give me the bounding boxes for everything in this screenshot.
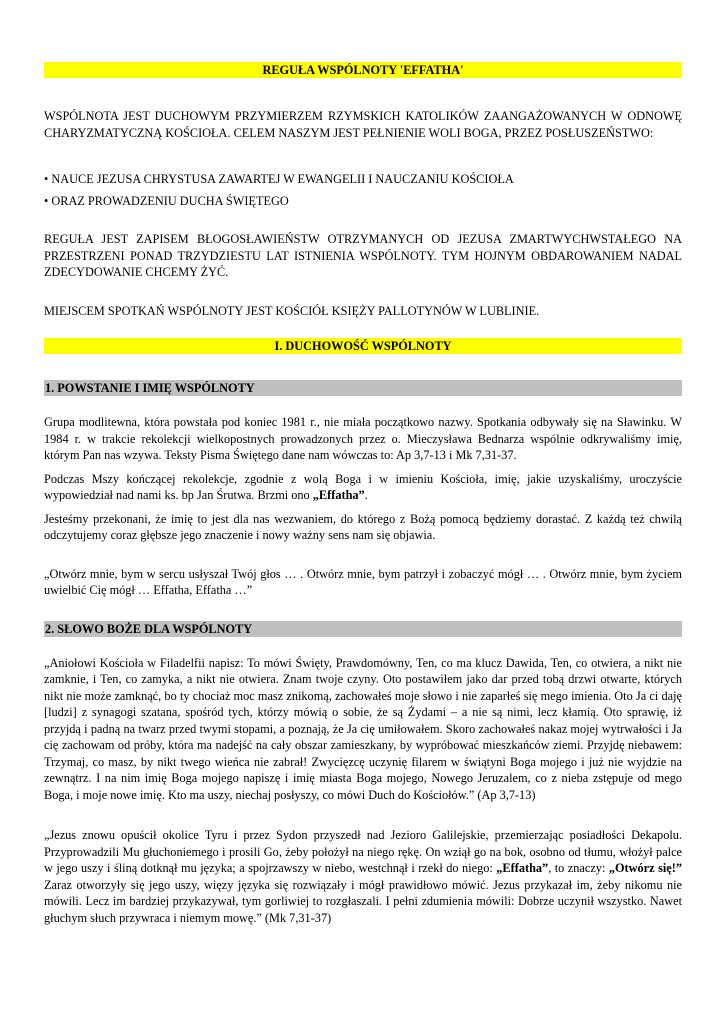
bullet-item-1: • NAUCE JEZUSA CHRYSTUSA ZAWARTEJ W EWANGELII I NAUCZANIU KOŚCIOŁA: [44, 172, 514, 186]
mark-otworz-sie: „Otwórz się!”: [608, 861, 682, 875]
section1-paragraph-1: Grupa modlitewna, która powstała pod koniec 1981 r., nie miała początkowo nazwy. Spotkania odbywały się na Sławinku. W 1984 r. w trakcie rekolekcji wielkopostnych prowadzonych przez o. Mieczysława Bednarza wspólnie odkrywaliśmy imię, którym Pan nas wzywa. Teksty Pisma Świętego dane nam wówczas to: Ap 3,7-13 i Mk 7,31-37.: [44, 415, 682, 462]
bullet-item-2: • ORAZ PROWADZENIU DUCHA ŚWIĘTEGO: [44, 193, 289, 208]
document-page: [44, 62, 682, 926]
mark-gospel-quote: [44, 827, 682, 926]
mark-quote-part-c: Zaraz otworzyły się jego uszy, więzy języka się rozwiązały i mógł prawidłowo mówić. Jezus przykazał im, żeby nikomu nie mówili. Lecz im bardziej przykazywał, tym gorliwiej to rozgłaszali. I pełni zdumienia mówili: Dobrze uczynił wszystko. Nawet głuchym słuch przywraca i niemym mowę.” (Mk 7,31-37): [44, 877, 682, 925]
section1-p2-text: Podczas Mszy kończącej rekolekcje, zgodnie z wolą Boga i w imieniu Kościoła, imię, jakie uzyskaliśmy, uroczyście wypowiedział nad nami ks. bp Jan Śrutwa. Brzmi ono: [44, 471, 682, 502]
rule-paragraph: REGUŁA JEST ZAPISEM BŁOGOSŁAWIEŃSTW OTRZYMANYCH OD JEZUSA ZMARTWYCHWSTAŁEGO NA PRZESTRZENI PONAD TRZYDZIESTU LAT ISTNIENIA WSPÓLNOTY. TYM HOJNYM OBDAROWANIEM NADAL ZDECYDOWANIE CHCEMY ŻYĆ.: [44, 232, 682, 279]
document-title: REGUŁA WSPÓLNOTY 'EFFATHA': [44, 62, 682, 78]
intro-paragraph: WSPÓLNOTA JEST DUCHOWYM PRZYMIERZEM RZYMSKICH KATOLIKÓW ZAANGAŻOWANYCH W ODNOWĘ CHARYZMATYCZNĄ KOŚCIOŁA. CELEM NASZYM JEST PEŁNIENIE WOLI BOGA, PRZEZ POSŁUSZEŃSTWO:: [44, 109, 682, 140]
effatha-name: „Effatha”: [312, 488, 365, 502]
mark-effatha: „Effatha”: [496, 861, 549, 875]
mark-quote-part-b: , to znaczy:: [548, 861, 609, 875]
mark-quote-part-a: „Jezus znowu opuścił okolice Tyru i przez Sydon przyszedł nad Jezioro Galilejskie, przemierzając posiadłości Dekapolu. Przyprowadzili Mu głuchoniemego i prosili Go, żeby położył na niego rękę. On wziął go na bok, osobno od tłumu, włożył palce w jego uszy i śliną dotknął mu języka; a spojrzawszy w niebo, westchnął i rzekł do niego:: [44, 828, 682, 875]
section1-p2-end: .: [364, 488, 368, 502]
song-quote: „Otwórz mnie, bym w sercu usłyszał Twój głos … . Otwórz mnie, bym patrzył i zobaczyć mógł … . Otwórz mnie, bym życiem uwielbić Cię mógł … Effatha, Effatha …”: [44, 566, 682, 597]
section1-paragraph-3: Jesteśmy przekonani, że imię to jest dla nas wezwaniem, do którego z Bożą pomocą będziemy dorastać. Z każdą też chwilą odczytujemy coraz głębsze jego znaczenie i nowy ważny sens nam się objawia.: [44, 511, 682, 542]
apocalypse-quote: „Aniołowi Kościoła w Filadelfii napisz: To mówi Święty, Prawdomówny, Ten, co ma klucz Dawida, Ten, co otwiera, a nikt nie zamknie, i Ten, co zamyka, a nikt nie otwiera. Znam twoje czyny. Oto postawiłem jako dar przed tobą drzwi otwarte, których nikt nie może zamknąć, bo ty chociaż moc masz znikomą, zachowałeś moje słowo i nie zaparłeś się mego imienia. Oto Ja ci daję [ludzi] z synagogi szatana, spośród tych, którzy mówią o sobie, że są Żydami – a nie są nimi, lecz kłamią. Oto sprawię, iż przyjdą i padną na twarz przed twymi stopami, a poznają, że Ja cię umiłowałem. Skoro zachowałeś nakaz mojej wytrwałości i Ja cię zachowam od próby, która ma nadejść na cały obszar zamieszkany, by wypróbować mieszkańców ziemi. Przyjdę niebawem: Trzymaj, co masz, by nikt twego wieńca nie zabrał! Zwycięzcę uczynię filarem w świątyni Boga mojego i już nie wyjdzie na zewnątrz. I na nim imię Boga mojego napiszę i imię miasta Boga mojego, Nowego Jeruzalem, co z nieba zstępuje od mego Boga, i moje nowe imię. Kto ma uszy, niechaj posłyszy, co mówi Duch do Kościołów.” (Ap 3,7-13): [44, 655, 682, 802]
chapter-title: I. DUCHOWOŚĆ WSPÓLNOTY: [44, 338, 682, 354]
section1-paragraph-2: [44, 471, 682, 504]
section-heading-2: 2. SŁOWO BOŻE DLA WSPÓLNOTY: [44, 621, 682, 637]
section-heading-1: 1. POWSTANIE I IMIĘ WSPÓLNOTY: [44, 380, 682, 396]
meeting-place-paragraph: MIEJSCEM SPOTKAŃ WSPÓLNOTY JEST KOŚCIÓŁ KSIĘŻY PALLOTYNÓW W LUBLINIE.: [44, 303, 540, 318]
